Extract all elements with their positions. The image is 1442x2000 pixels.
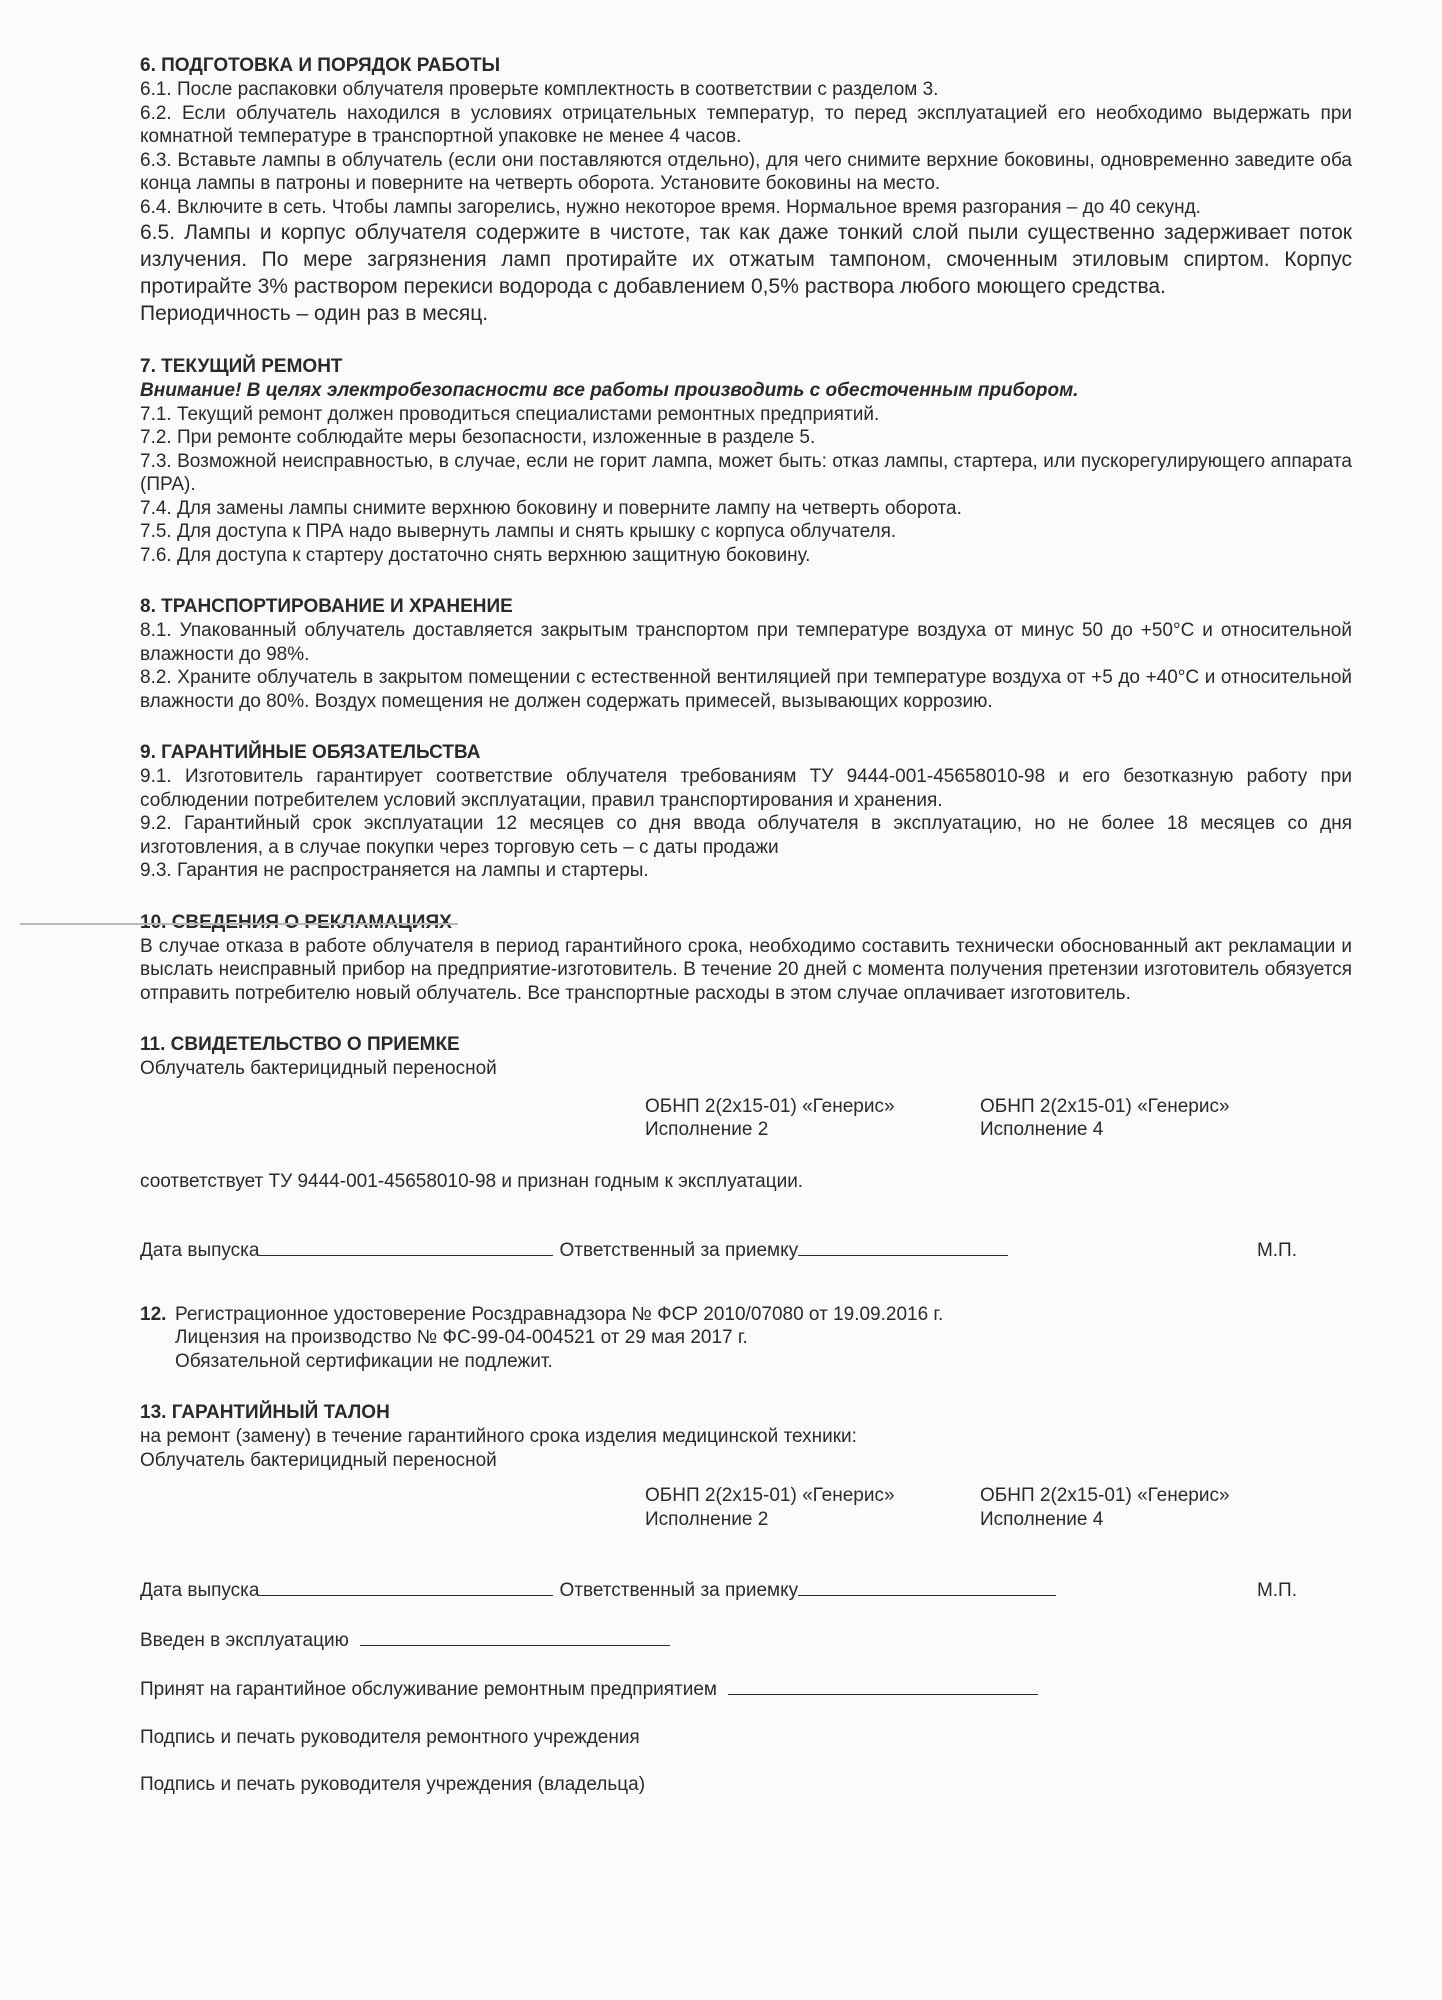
safety-warning: Внимание! В целях электробезопасности все работы производить с обесточенным прибором. (140, 380, 1079, 401)
model-name: ОБНП 2(2х15-01) «Генерис» (980, 1095, 1230, 1117)
section-11-title: 11. СВИДЕТЕЛЬСТВО О ПРИЕМКЕ (140, 1034, 460, 1055)
conformity-statement: соответствует ТУ 9444-001-45658010-98 и признан годным к эксплуатации. (140, 1170, 804, 1192)
paragraph-7-2: 7.2. При ремонте соблюдайте меры безопасности, изложенные в разделе 5. (140, 427, 816, 448)
device-name: Облучатель бактерицидный переносной (140, 1449, 497, 1471)
commissioned-field[interactable] (360, 1627, 670, 1646)
certification-note: Обязательной сертификации не подлежит. (175, 1350, 553, 1372)
paragraph-6-5: 6.5. Лампы и корпус облучателя содержите в чистоте, так как даже тонкий слой пыли существенно задерживает поток излучения. По мере загрязнения ламп протирайте их отжатым тампоном, смоченным этиловым спиртом. Корпус протирайте 3% раствором перекиси водорода с добавлением 0,5% раствора любого моющего средства. (140, 221, 1352, 298)
owner-head-signature: Подпись и печать руководителя учреждения (владельца) (140, 1774, 646, 1795)
paragraph-6-1: 6.1. После распаковки облучателя проверьте комплектность в соответствии с разделом 3. (140, 79, 939, 100)
responsible-field[interactable] (798, 1577, 1056, 1596)
model-version: Исполнение 2 (645, 1508, 769, 1530)
section-12 (140, 1303, 1352, 1374)
accepted-label: Принят на гарантийное обслуживание ремонтным предприятием (140, 1679, 717, 1700)
model-options (140, 1095, 1352, 1142)
release-date-field[interactable] (259, 1577, 553, 1596)
paragraph-7-6: 7.6. Для доступа к стартеру достаточно снять верхнюю защитную боковину. (140, 544, 811, 566)
paragraph-9-2: 9.2. Гарантийный срок эксплуатации 12 месяцев со дня ввода облучателя в эксплуатацию, но не более 18 месяцев со дня изготовления, а в случае покупки через торговую сеть – с даты продажи (140, 813, 1352, 858)
paragraph-6-periodicity: Периодичность – один раз в месяц. (140, 302, 489, 325)
model-version: Исполнение 4 (980, 1119, 1104, 1140)
repair-head-signature: Подпись и печать руководителя ремонтного учреждения (140, 1726, 640, 1748)
section-7 (140, 355, 1352, 567)
device-name: Облучатель бактерицидный переносной (140, 1058, 497, 1079)
commissioned-label: Введен в эксплуатацию (140, 1629, 349, 1651)
warranty-signature-row (140, 1577, 1352, 1603)
model-option-1 (645, 1484, 980, 1531)
section-9 (140, 741, 1352, 883)
model-name: ОБНП 2(2х15-01) «Генерис» (980, 1485, 1230, 1506)
section-6-title: 6. ПОДГОТОВКА И ПОРЯДОК РАБОТЫ (140, 55, 501, 76)
registration-certificate: Регистрационное удостоверение Росздравнадзора № ФСР 2010/07080 от 19.09.2016 г. (175, 1303, 944, 1325)
warranty-subtitle: на ремонт (замену) в течение гарантийного срока изделия медицинской техники: (140, 1426, 857, 1447)
accepted-field[interactable] (728, 1676, 1038, 1695)
paragraph-10: В случае отказа в работе облучателя в период гарантийного срока, необходимо составить технически обоснованный акт рекламации и выслать неисправный прибор на предприятие-изготовитель. В течение 20 дней с момента получения претензии изготовитель обязуется отправить потребителю новый облучатель. Все транспортные расходы в этом случае оплачивает изготовитель. (140, 935, 1352, 1004)
section-11 (140, 1033, 1352, 1263)
section-7-title: 7. ТЕКУЩИЙ РЕМОНТ (140, 356, 343, 377)
paragraph-7-5: 7.5. Для доступа к ПРА надо вывернуть лампы и снять крышку с корпуса облучателя. (140, 521, 897, 542)
section-6 (140, 54, 1352, 327)
paragraph-6-4: 6.4. Включите в сеть. Чтобы лампы загорелись, нужно некоторое время. Нормальное время разгорания – до 40 секунд. (140, 196, 1201, 218)
section-8 (140, 595, 1352, 713)
model-version: Исполнение 2 (645, 1119, 769, 1140)
paragraph-9-1: 9.1. Изготовитель гарантирует соответствие облучателя требованиям ТУ 9444-001-45658010-98 и его безотказную работу при соблюдении потребителем условий эксплуатации, правил транспортирования и хранения. (140, 766, 1352, 811)
paragraph-7-3: 7.3. Возможной неисправностью, в случае, если не горит лампа, может быть: отказ лампы, стартера, или пускорегулирующего аппарата (ПРА). (140, 450, 1352, 495)
responsible-label: Ответственный за приемку (559, 1580, 799, 1601)
section-8-title: 8. ТРАНСПОРТИРОВАНИЕ И ХРАНЕНИЕ (140, 596, 513, 617)
commissioned-row (140, 1627, 1352, 1653)
section-10 (140, 911, 1352, 1006)
model-option-2 (980, 1095, 1300, 1142)
model-options (140, 1484, 1352, 1531)
document-page (140, 54, 1352, 1825)
section-10-title: 10. СВЕДЕНИЯ О РЕКЛАМАЦИЯХ (140, 911, 452, 933)
release-date-label: Дата выпуска (140, 1240, 260, 1261)
stamp-place: М.П. (1256, 1240, 1297, 1261)
paragraph-9-3: 9.3. Гарантия не распространяется на лампы и стартеры. (140, 860, 649, 881)
release-date-field[interactable] (259, 1237, 553, 1256)
model-version: Исполнение 4 (980, 1508, 1104, 1530)
production-license: Лицензия на производство № ФС-99-04-004521 от 29 мая 2017 г. (175, 1327, 748, 1348)
section-13 (140, 1401, 1352, 1797)
model-name: ОБНП 2(2х15-01) «Генерис» (645, 1485, 895, 1506)
paragraph-6-2: 6.2. Если облучатель находился в условиях отрицательных температур, то перед эксплуатацией его необходимо выдержать при комнатной температуре в транспортной упаковке не менее 4 часов. (140, 102, 1352, 147)
stamp-place: М.П. (1256, 1580, 1297, 1601)
section-13-title: 13. ГАРАНТИЙНЫЙ ТАЛОН (140, 1402, 390, 1423)
responsible-label: Ответственный за приемку (559, 1240, 799, 1261)
accepted-row (140, 1676, 1352, 1702)
release-date-label: Дата выпуска (140, 1580, 260, 1601)
paragraph-6-3: 6.3. Вставьте лампы в облучатель (если они поставляются отдельно), для чего снимите верхние боковины, одновременно заведите оба конца лампы в патроны и поверните на четверть оборота. Установите боковины на место. (140, 149, 1352, 194)
model-option-2 (980, 1484, 1300, 1531)
model-option-1 (645, 1095, 980, 1142)
section-9-title: 9. ГАРАНТИЙНЫЕ ОБЯЗАТЕЛЬСТВА (140, 742, 481, 763)
paragraph-8-1: 8.1. Упакованный облучатель доставляется закрытым транспортом при температуре воздуха от минус 50 до +50°С и относительной влажности до 98%. (140, 620, 1352, 665)
responsible-field[interactable] (798, 1237, 1008, 1256)
section-12-number: 12. (140, 1303, 167, 1325)
paragraph-7-4: 7.4. Для замены лампы снимите верхнюю боковину и поверните лампу на четверть оборота. (140, 497, 962, 519)
model-name: ОБНП 2(2х15-01) «Генерис» (645, 1095, 895, 1117)
paragraph-7-1: 7.1. Текущий ремонт должен проводиться специалистами ремонтных предприятий. (140, 403, 880, 425)
acceptance-signature-row (140, 1237, 1352, 1263)
paragraph-8-2: 8.2. Храните облучатель в закрытом помещении с естественной вентиляцией при температуре воздуха от +5 до +40°С и относительной влажности до 80%. Воздух помещения не должен содержать примесей, вызывающих коррозию. (140, 667, 1352, 712)
